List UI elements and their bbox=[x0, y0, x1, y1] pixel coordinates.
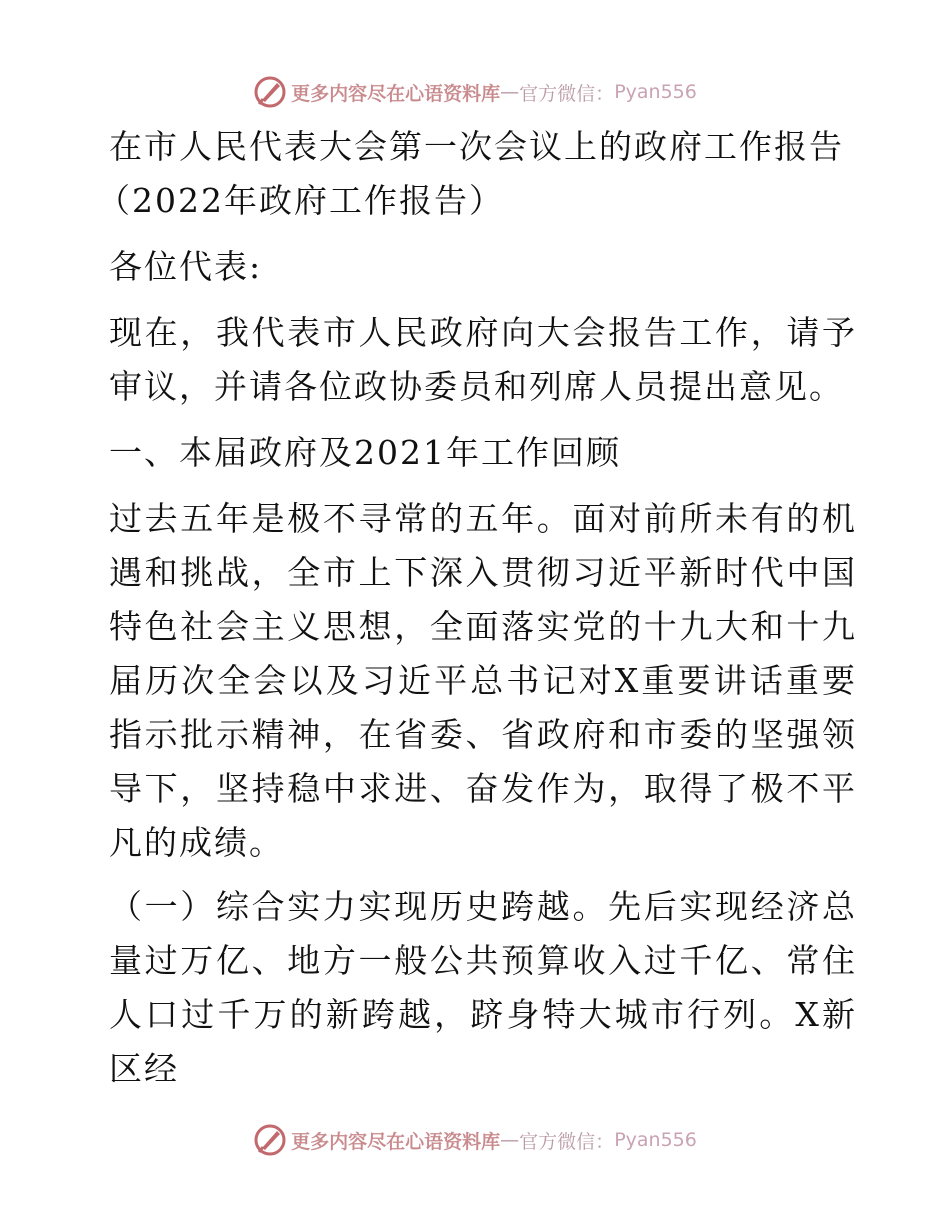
quill-pen-icon bbox=[253, 75, 287, 109]
watermark-wechat-id: Pyan556 bbox=[614, 1129, 697, 1151]
watermark-footer bbox=[0, 1120, 950, 1160]
salutation: 各位代表: bbox=[109, 247, 263, 286]
watermark-wechat-id: Pyan556 bbox=[614, 81, 697, 103]
watermark-tail: 官方微信： bbox=[519, 82, 615, 105]
watermark-lead: 更多内容尽在心语资料库 bbox=[291, 1130, 501, 1153]
document-title-line1: 在市人民代表大会第一次会议上的政府工作报告 bbox=[109, 127, 844, 166]
watermark-tail: 官方微信： bbox=[519, 1130, 615, 1153]
document-title-line2: （2022年政府工作报告） bbox=[97, 181, 504, 220]
watermark-dash: — bbox=[500, 1129, 520, 1151]
watermark-dash: — bbox=[500, 81, 520, 103]
quill-pen-icon bbox=[253, 1123, 287, 1157]
intro-paragraph: 现在，我代表市人民政府向大会报告工作，请予审议，并请各位政协委员和列席人员提出意见。 bbox=[109, 313, 857, 406]
watermark-lead: 更多内容尽在心语资料库 bbox=[291, 82, 501, 105]
document-body bbox=[97, 120, 857, 1096]
watermark-header bbox=[0, 72, 950, 112]
strength-paragraph: （一）综合实力实现历史跨越。先后实现经济总量过万亿、地方一般公共预算收入过千亿、常住人口过千万的新跨越，跻身特大城市行列。X新区经 bbox=[109, 887, 857, 1088]
section-heading: 一、本届政府及2021年工作回顾 bbox=[109, 433, 621, 472]
review-paragraph: 过去五年是极不寻常的五年。面对前所未有的机遇和挑战，全市上下深入贯彻习近平新时代中国特色社会主义思想，全面落实党的十九大和十九届历次全会以及习近平总书记对X重要讲话重要指示批示精神，在省委、省政府和市委的坚强领导下，坚持稳中求进、奋发作为，取得了极不平凡的成绩。 bbox=[109, 499, 857, 862]
